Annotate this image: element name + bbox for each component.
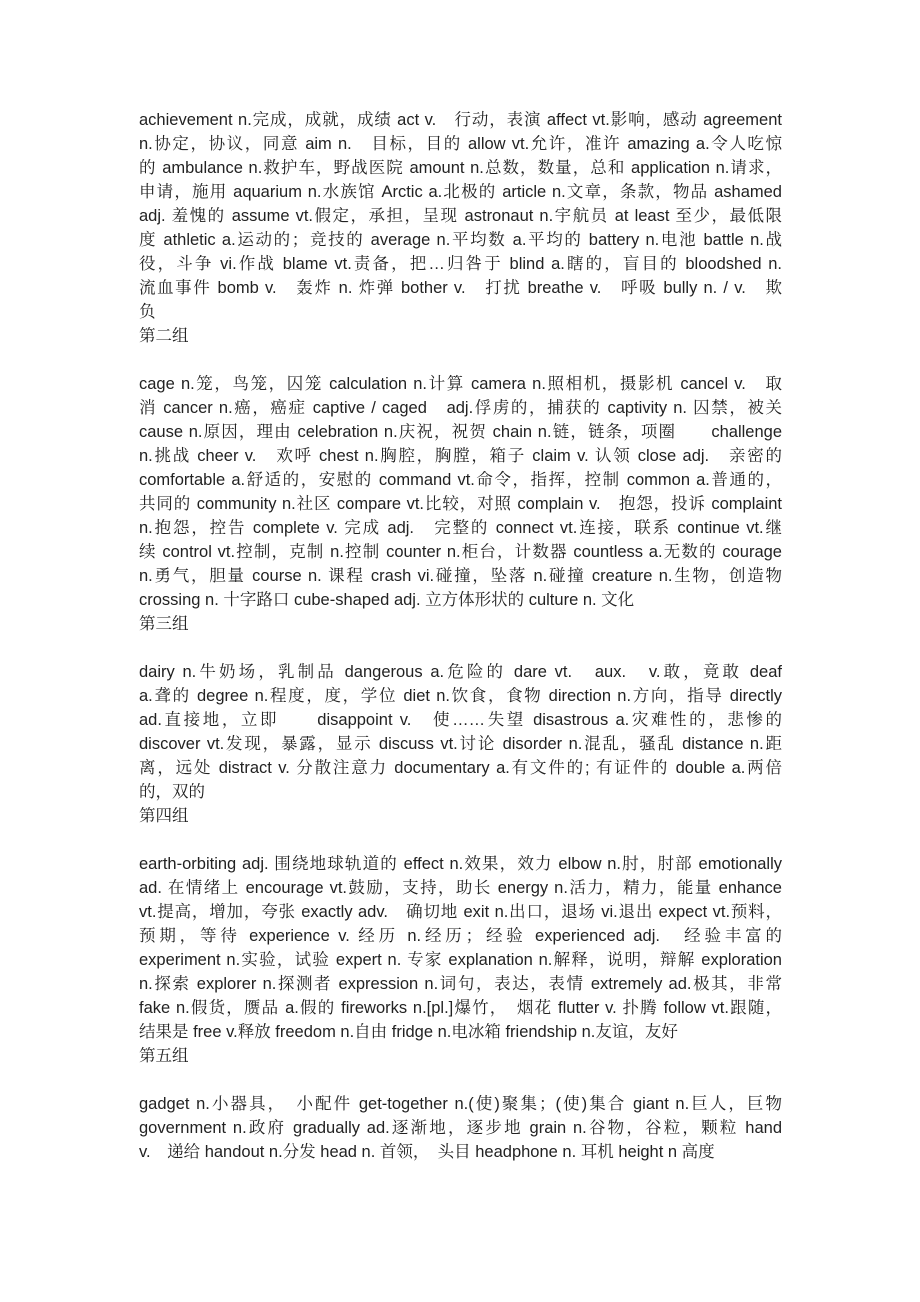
vocabulary-line: achievement n.完成，成就，成绩 act v. 行动，表演 affect vt.影响，感动 agreement (139, 111, 782, 129)
vocabulary-line: cage n.笼，鸟笼，囚笼 calculation n.计算 camera n.照相机，摄影机 cancel v. 取 (139, 375, 782, 393)
vocabulary-line: a.聋的 degree n.程度，度，学位 diet n.饮食，食物 direction n.方向，指导 directly (139, 687, 782, 705)
vocabulary-line: crossing n. 十字路口 cube-shaped adj. 立方体形状的 culture n. 文化 (139, 591, 635, 609)
vocabulary-line: vt.提高，增加，夸张 exactly adv. 确切地 exit n.出口，退场 vi.退出 expect vt.预料， (139, 903, 782, 921)
vocabulary-line: 离，远处 distract v. 分散注意力 documentary a.有文件的; 有证件的 double a.两倍 (139, 759, 782, 777)
group-heading: 第五组 (139, 1047, 189, 1065)
vocabulary-line: experiment n.实验，试验 expert n. 专家 explanation n.解释，说明，辩解 exploration (139, 951, 782, 969)
vocabulary-line: 预期，等待 experience v. 经历 n.经历；经验 experienced adj. 经验丰富的 (139, 927, 782, 945)
vocabulary-line: fake n.假货，赝品 a.假的 fireworks n.[pl.]爆竹， 烟花 flutter v. 扑腾 follow vt.跟随， (139, 999, 782, 1017)
vocabulary-line: n.抱怨，控告 complete v. 完成 adj. 完整的 connect vt.连接，联系 continue vt.继 (139, 519, 782, 537)
vocabulary-line: 结果是 free v.释放 freedom n.自由 fridge n.电冰箱 friendship n.友谊，友好 (139, 1023, 678, 1041)
paragraph-gap (139, 636, 782, 660)
vocabulary-line: ad. 在情绪上 encourage vt.鼓励，支持，助长 energy n.活力，精力，能量 enhance (139, 879, 782, 897)
vocabulary-line: discover vt.发现，暴露，显示 discuss vt.讨论 disorder n.混乱，骚乱 distance n.距 (139, 735, 782, 753)
vocabulary-line: ad.直接地，立即 disappoint v. 使……失望 disastrous a.灾难性的，悲惨的 (139, 711, 782, 729)
vocabulary-line: earth-orbiting adj. 围绕地球轨道的 effect n.效果，效力 elbow n.肘，肘部 emotionally (139, 855, 782, 873)
vocabulary-line: 申请，施用 aquarium n.水族馆 Arctic a.北极的 article n.文章，条款，物品 ashamed (139, 183, 782, 201)
paragraph-gap (139, 1068, 782, 1092)
vocabulary-line: cause n.原因，理由 celebration n.庆祝，祝贺 chain n.链，链条，项圈 challenge (139, 423, 782, 441)
vocabulary-line: n.勇气，胆量 course n. 课程 crash vi.碰撞，坠落 n.碰撞 creature n.生物，创造物 (139, 567, 782, 585)
vocabulary-line: 役，斗争 vi.作战 blame vt.责备，把…归咎于 blind a.瞎的，盲目的 bloodshed n. (139, 255, 782, 273)
group-heading: 第四组 (139, 807, 189, 825)
vocabulary-line: adj. 羞愧的 assume vt.假定，承担，呈现 astronaut n.宇航员 at least 至少，最低限 (139, 207, 782, 225)
vocabulary-line: 的，双的 (139, 783, 205, 801)
vocabulary-line: 负 (139, 303, 156, 321)
vocabulary-line: gadget n.小器具， 小配件 get-together n.(使)聚集；(使)集合 giant n.巨人，巨物 (139, 1095, 782, 1113)
vocabulary-line: comfortable a.舒适的，安慰的 command vt.命令，指挥，控制 common a.普通的， (139, 471, 782, 489)
vocabulary-line: 消 cancer n.癌，癌症 captive / caged adj.俘虏的，捕获的 captivity n. 囚禁，被关 (139, 399, 782, 417)
document-body (139, 108, 782, 1164)
vocabulary-line: 流血事件 bomb v. 轰炸 n. 炸弹 bother v. 打扰 breathe v. 呼吸 bully n. / v. 欺 (139, 279, 782, 297)
paragraph-gap (139, 828, 782, 852)
group-heading: 第三组 (139, 615, 189, 633)
vocabulary-line: v. 递给 handout n.分发 head n. 首领， 头目 headphone n. 耳机 height n 高度 (139, 1143, 715, 1161)
vocabulary-line: 度 athletic a.运动的；竞技的 average n.平均数 a.平均的 battery n.电池 battle n.战 (139, 231, 782, 249)
vocabulary-line: government n.政府 gradually ad.逐渐地，逐步地 grain n.谷物，谷粒，颗粒 hand (139, 1119, 782, 1137)
vocabulary-line: dairy n.牛奶场，乳制品 dangerous a.危险的 dare vt. aux. v.敢，竟敢 deaf (139, 663, 782, 681)
vocabulary-line: n.协定，协议，同意 aim n. 目标，目的 allow vt.允许，准许 amazing a.令人吃惊 (139, 135, 782, 153)
vocabulary-line: 续 control vt.控制，克制 n.控制 counter n.柜台，计数器 countless a.无数的 courage (139, 543, 782, 561)
vocabulary-line: 共同的 community n.社区 compare vt.比较，对照 complain v. 抱怨，投诉 complaint (139, 495, 782, 513)
vocabulary-line: 的 ambulance n.救护车，野战医院 amount n.总数，数量，总和 application n.请求， (139, 159, 782, 177)
paragraph-gap (139, 348, 782, 372)
vocabulary-line: n.探索 explorer n.探测者 expression n.词句，表达，表情 extremely ad.极其，非常 (139, 975, 782, 993)
group-heading: 第二组 (139, 327, 189, 345)
vocabulary-line: n.挑战 cheer v. 欢呼 chest n.胸腔，胸膛，箱子 claim v. 认领 close adj. 亲密的 (139, 447, 782, 465)
